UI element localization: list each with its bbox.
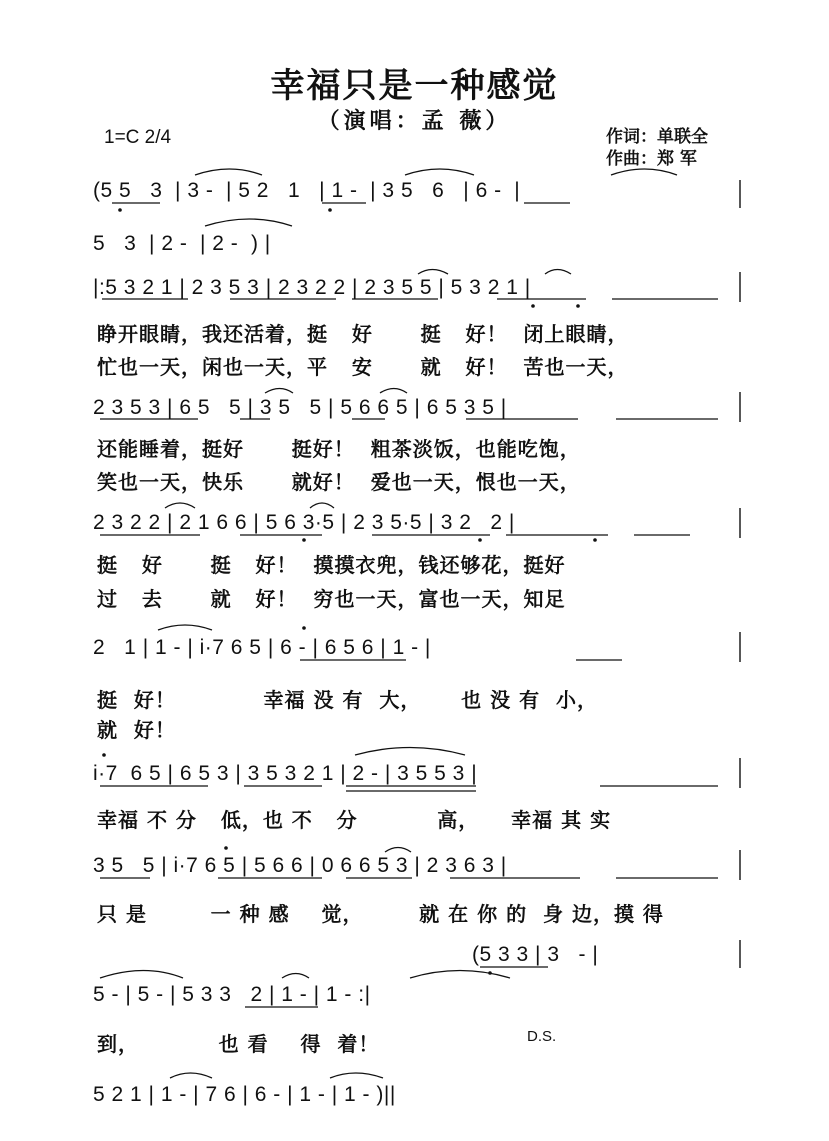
- notation-line-11: 5 2 1 | 1 - | 7 6 | 6 - | 1 - | 1 - )||: [93, 1083, 396, 1106]
- lyric-line-10a: 到， 也 看 得 着！: [97, 1032, 380, 1056]
- notation-line-3: |:5 3 2 1 | 2 3 5 3 | 2 3 2 2 | 2 3 5 5 | 5 3 2 1 |: [93, 276, 531, 299]
- slur-14: [100, 971, 183, 979]
- lyric-line-6a: 挺 好！ 幸福 没 有 大， 也 没 有 小，: [97, 688, 599, 712]
- composer-credit: 作曲：郑 军: [606, 149, 697, 169]
- notation-line-6: 2 1 | 1 - | i·7 6 5 | 6 - | 6 5 6 | 1 - |: [93, 636, 431, 659]
- slur-2: [405, 169, 474, 175]
- notation-line-10: 5 - | 5 - | 5 3 3 2 | 1 - | 1 - :|: [93, 983, 371, 1006]
- lyric-line-4a: 还能睡着，挺好 挺好！ 粗茶淡饭，也能吃饱，: [97, 437, 581, 461]
- slur-9: [165, 503, 195, 508]
- lyric-line-8a: 只 是 一 种 感 觉， 就 在 你 的 身 边，摸 得: [97, 902, 664, 926]
- slur-6: [545, 270, 571, 275]
- notation-line-5: 2 3 2 2 | 2 1 6 6 | 5 6 3·5 | 2 3 5·5 | 3 2 2 |: [93, 511, 515, 534]
- notation-line-4: 2 3 5 3 | 6 5 5 | 3 5 5 | 5 6 6 5 | 6 5 3 5 |: [93, 396, 507, 419]
- slur-10: [310, 503, 334, 508]
- slur-13: [385, 848, 411, 853]
- slur-4: [205, 219, 292, 226]
- lyric-line-3a: 睁开眼睛，我还活着，挺 好 挺 好！ 闭上眼睛，: [97, 322, 629, 346]
- notation-line-9: (5 3 3 | 3 - |: [472, 943, 599, 966]
- lyric-line-3b: 忙也一天，闲也一天，平 安 就 好！ 苦也一天，: [97, 355, 629, 379]
- lyricist-credit: 作词：单联全: [606, 127, 708, 147]
- lyric-line-7a: 幸福 不 分 低，也 不 分 高， 幸福 其 实: [97, 808, 612, 832]
- slur-3: [611, 169, 677, 175]
- slur-7: [265, 389, 293, 394]
- slur-17: [170, 1073, 212, 1078]
- notation-line-7: i·7 6 5 | 6 5 3 | 3 5 3 2 1 | 2 - | 3 5 5 3 |: [93, 762, 478, 785]
- notation-line-8: 3 5 5 | i·7 6 5 | 5 6 6 | 0 6 6 5 3 | 2 3 6 3 |: [93, 854, 507, 877]
- slur-16: [410, 971, 510, 979]
- slur-11: [158, 625, 212, 630]
- lyric-line-6b: 就 好！: [97, 718, 176, 742]
- slur-5: [418, 270, 448, 275]
- slur-8: [380, 389, 407, 394]
- key-signature: 1=C 2/4: [104, 127, 172, 148]
- lyric-line-4b: 笑也一天，快乐 就好！ 爱也一天，恨也一天，: [97, 470, 581, 494]
- song-title: 幸福只是一种感觉: [270, 66, 559, 106]
- ds-marking: D.S.: [527, 1028, 557, 1045]
- notation-line-1: (5 5 3 | 3 - | 5 2 1 | 1 - | 3 5 6 | 6 - |: [93, 179, 521, 202]
- slur-15: [282, 974, 309, 979]
- lyric-line-5a: 挺 好 挺 好！ 摸摸衣兜，钱还够花，挺好: [97, 553, 566, 577]
- lyric-line-5b: 过 去 就 好！ 穷也一天，富也一天，知足: [97, 587, 566, 611]
- notation-line-2: 5 3 | 2 - | 2 - ) |: [93, 232, 271, 255]
- singer-line: （演唱：孟 薇）: [317, 109, 512, 134]
- slur-1: [195, 169, 262, 175]
- slur-12: [355, 748, 465, 756]
- slur-18: [330, 1073, 383, 1078]
